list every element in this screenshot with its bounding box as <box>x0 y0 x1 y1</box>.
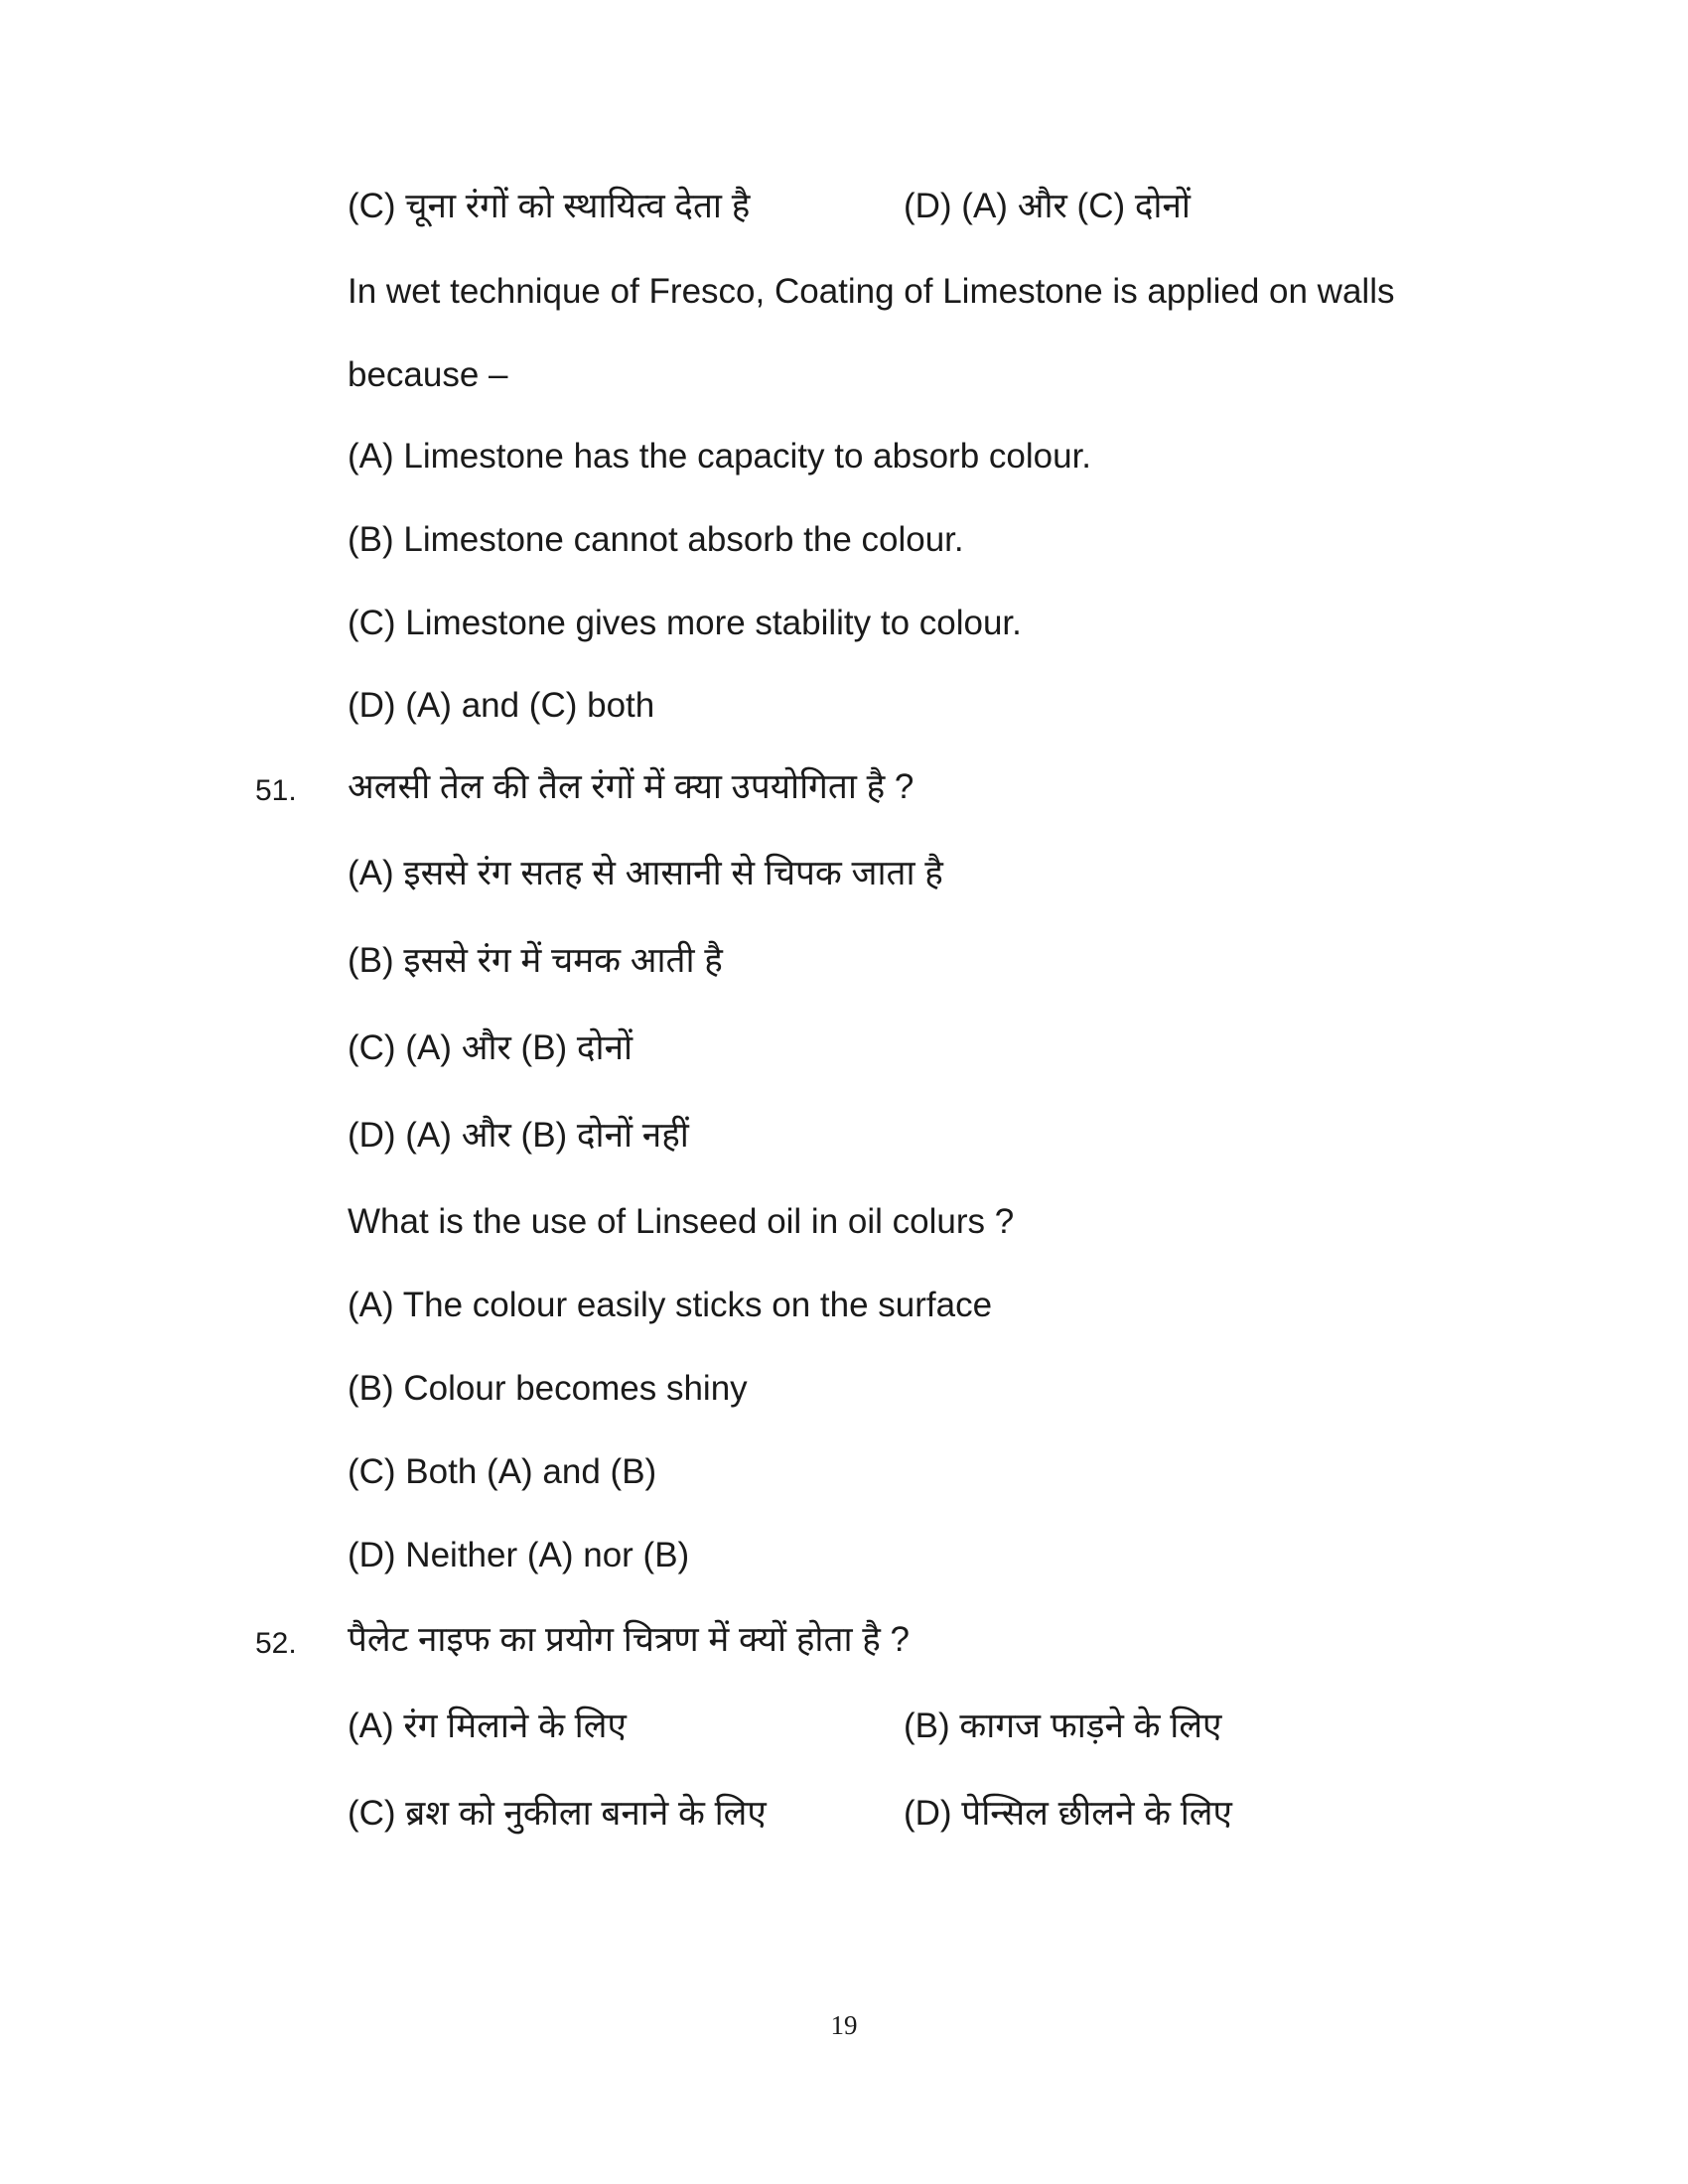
q51-hindi-option-d: (D) (A) और (B) दोनों नहीं <box>348 1116 689 1155</box>
q52-hindi-option-a: (A) रंग मिलाने के लिए <box>348 1706 627 1745</box>
q52-hindi-option-d: (D) पेन्सिल छीलने के लिए <box>904 1794 1232 1833</box>
q51-english-option-d: (D) Neither (A) nor (B) <box>348 1536 690 1574</box>
q50-english-question-line2: because – <box>348 355 508 394</box>
q52-hindi-option-b: (B) कागज फाड़ने के लिए <box>904 1706 1222 1745</box>
q52-number: 52. <box>255 1627 297 1660</box>
q51-hindi-option-c: (C) (A) और (B) दोनों <box>348 1028 633 1067</box>
q51-number: 51. <box>255 774 297 807</box>
q50-english-option-d: (D) (A) and (C) both <box>348 686 655 725</box>
q52-hindi-question: पैलेट नाइफ का प्रयोग चित्रण में क्यों होता है ? <box>348 1620 911 1659</box>
q52-hindi-option-c: (C) ब्रश को नुकीला बनाने के लिए <box>348 1794 767 1833</box>
page-number: 19 <box>830 2010 858 2040</box>
q50-english-option-a: (A) Limestone has the capacity to absorb colour. <box>348 437 1092 476</box>
q51-hindi-question: अलसी तेल की तैल रंगों में क्या उपयोगिता है ? <box>348 767 914 806</box>
q50-english-question-line1: In wet technique of Fresco, Coating of Limestone is applied on walls <box>348 272 1395 311</box>
q50-hindi-option-c: (C) चूना रंगों को स्थायित्व देता है <box>348 187 751 225</box>
q51-hindi-option-a: (A) इससे रंग सतह से आसानी से चिपक जाता है <box>348 854 943 892</box>
q51-hindi-option-b: (B) इससे रंग में चमक आती है <box>348 941 723 980</box>
q50-english-option-b: (B) Limestone cannot absorb the colour. <box>348 520 964 559</box>
q51-english-question: What is the use of Linseed oil in oil colurs ? <box>348 1202 1015 1241</box>
q51-english-option-c: (C) Both (A) and (B) <box>348 1452 657 1491</box>
q51-english-option-a: (A) The colour easily sticks on the surface <box>348 1286 993 1324</box>
q50-english-option-c: (C) Limestone gives more stability to colour. <box>348 604 1022 642</box>
q51-english-option-b: (B) Colour becomes shiny <box>348 1369 748 1408</box>
q50-hindi-option-d: (D) (A) और (C) दोनों <box>904 187 1191 225</box>
